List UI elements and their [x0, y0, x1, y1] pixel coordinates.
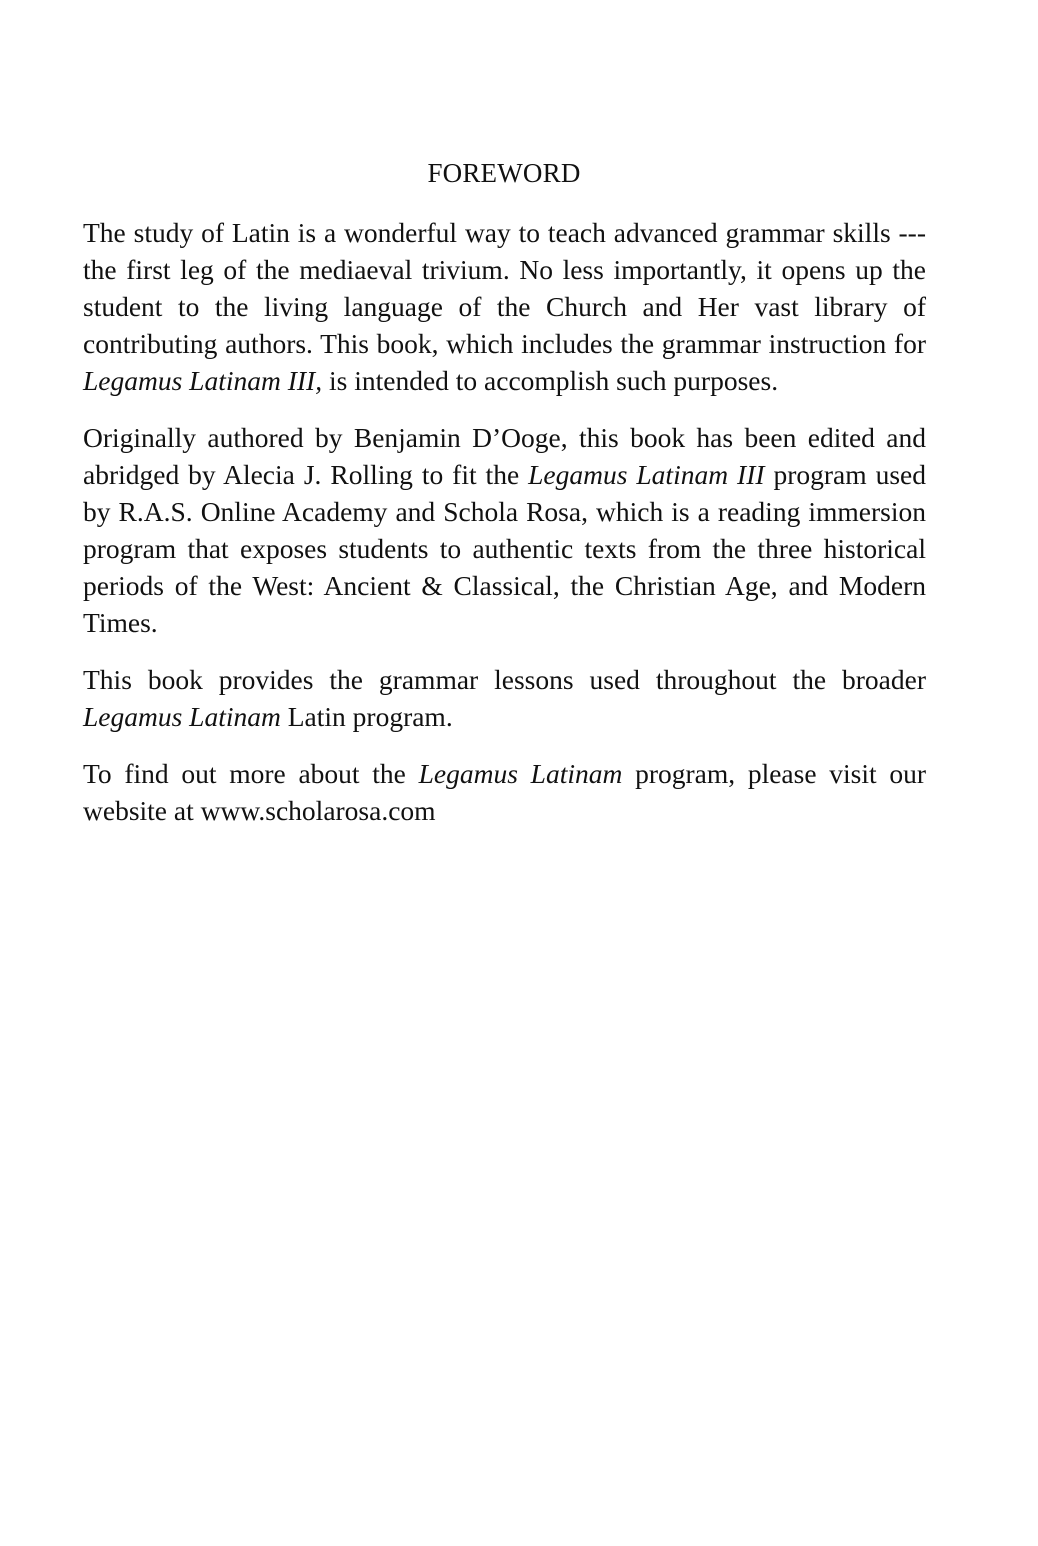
paragraph-4	[83, 755, 926, 829]
book-title-italic: Legamus Latinam III	[528, 459, 765, 490]
text-span: This book provides the grammar lessons used throughout the broader	[83, 664, 926, 695]
paragraph-2	[83, 419, 926, 641]
text-span: To find out more about the	[83, 758, 419, 789]
body-text	[83, 214, 926, 829]
text-span: Latin program.	[280, 701, 453, 732]
text-span: Originally authored by Benjamin D’Ooge, this book has been edited and abridged by Alecia J. Rolling to fit the	[83, 422, 926, 490]
paragraph-3	[83, 661, 926, 735]
text-span: program used by R.A.S. Online Academy and Schola Rosa, which is a reading immersion program that exposes students to authentic texts from the three historical periods of the West: Ancient & Classical, the Christian Age, and Modern Times.	[83, 459, 926, 638]
page-title: FOREWORD	[427, 158, 581, 188]
program-name-italic: Legamus Latinam	[418, 758, 623, 789]
website-text: program, please visit our website at www.scholarosa.com	[83, 758, 927, 826]
text-span: is intended to accomplish such purposes.	[322, 365, 779, 396]
program-name-italic: Legamus Latinam	[83, 701, 281, 732]
paragraph-1	[83, 214, 926, 399]
book-title-italic: Legamus Latinam III,	[83, 365, 323, 396]
text-span: The study of Latin is a wonderful way to teach advanced grammar skills --- the first leg of the mediaeval trivium. No less importantly, it opens up the student to the living language of the Church and Her vast library of contributing authors. This book, which includes the grammar instruction for	[83, 217, 926, 359]
